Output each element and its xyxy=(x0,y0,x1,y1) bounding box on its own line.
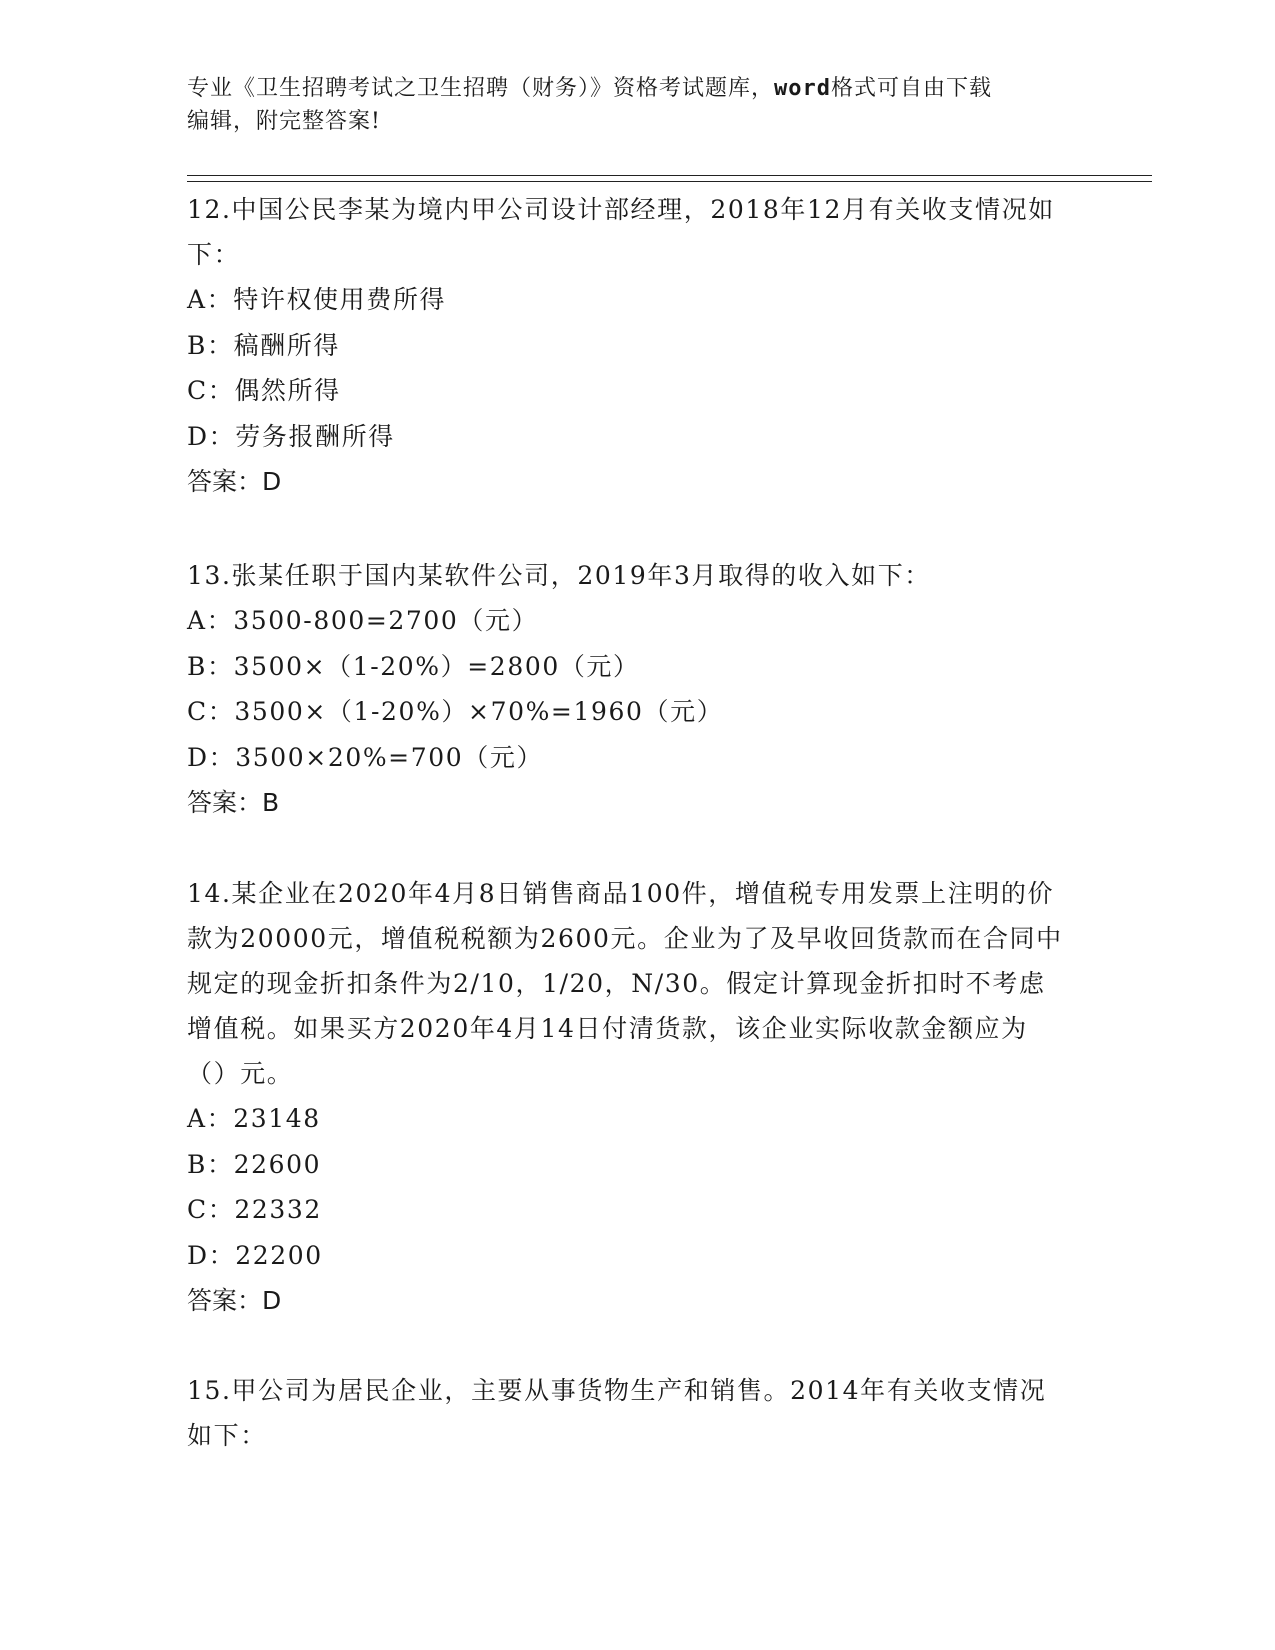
option-d: D：3500×20%=700（元） xyxy=(187,742,544,772)
question-stem: 12.中国公民李某为境内甲公司设计部经理，2018年12月有关收支情况如下： xyxy=(187,195,1055,269)
header-text-cont: 格式可自由下载 xyxy=(831,76,993,101)
question-15 xyxy=(187,1368,1067,1458)
header-keyword: word xyxy=(774,76,831,101)
document-header xyxy=(187,72,1067,138)
answer: 答案：D xyxy=(187,1286,282,1315)
option-b: B：22600 xyxy=(187,1149,322,1179)
question-12 xyxy=(187,187,1067,504)
header-text-line2: 编辑，附完整答案! xyxy=(187,109,381,134)
question-stem: 15.甲公司为居民企业，主要从事货物生产和销售。2014年有关收支情况如下： xyxy=(187,1376,1047,1450)
header-divider-top xyxy=(187,175,1152,176)
answer: 答案：B xyxy=(187,788,280,817)
option-a: A：特许权使用费所得 xyxy=(187,285,447,314)
option-b: B：3500×（1-20%）=2800（元） xyxy=(187,651,640,681)
option-c: C：3500×（1-20%）×70%=1960（元） xyxy=(187,697,724,726)
option-d: D：劳务报酬所得 xyxy=(187,421,395,451)
question-13 xyxy=(187,553,1067,825)
option-c: C：偶然所得 xyxy=(187,376,341,405)
option-c: C：22332 xyxy=(187,1195,322,1224)
option-b: B：稿酬所得 xyxy=(187,330,340,360)
header-text: 专业《卫生招聘考试之卫生招聘（财务）》资格考试题库， xyxy=(187,76,775,101)
question-stem: 14.某企业在2020年4月8日销售商品100件，增值税专用发票上注明的价款为20000元，增值税税额为2600元。企业为了及早收回货款而在合同中规定的现金折扣条件为2/10，1/20，N/30。假定计算现金折扣时不考虑增值税。如果买方2020年4月14日付清货款，该企业实际收款金额应为（）元。 xyxy=(187,879,1063,1088)
answer: 答案：D xyxy=(187,467,282,496)
option-d: D：22200 xyxy=(187,1240,323,1270)
header-divider-bottom xyxy=(187,181,1152,182)
question-14 xyxy=(187,871,1067,1323)
option-a: A：23148 xyxy=(187,1104,321,1133)
question-stem: 13.张某任职于国内某软件公司，2019年3月取得的收入如下： xyxy=(187,561,931,590)
option-a: A：3500-800=2700（元） xyxy=(187,606,539,635)
